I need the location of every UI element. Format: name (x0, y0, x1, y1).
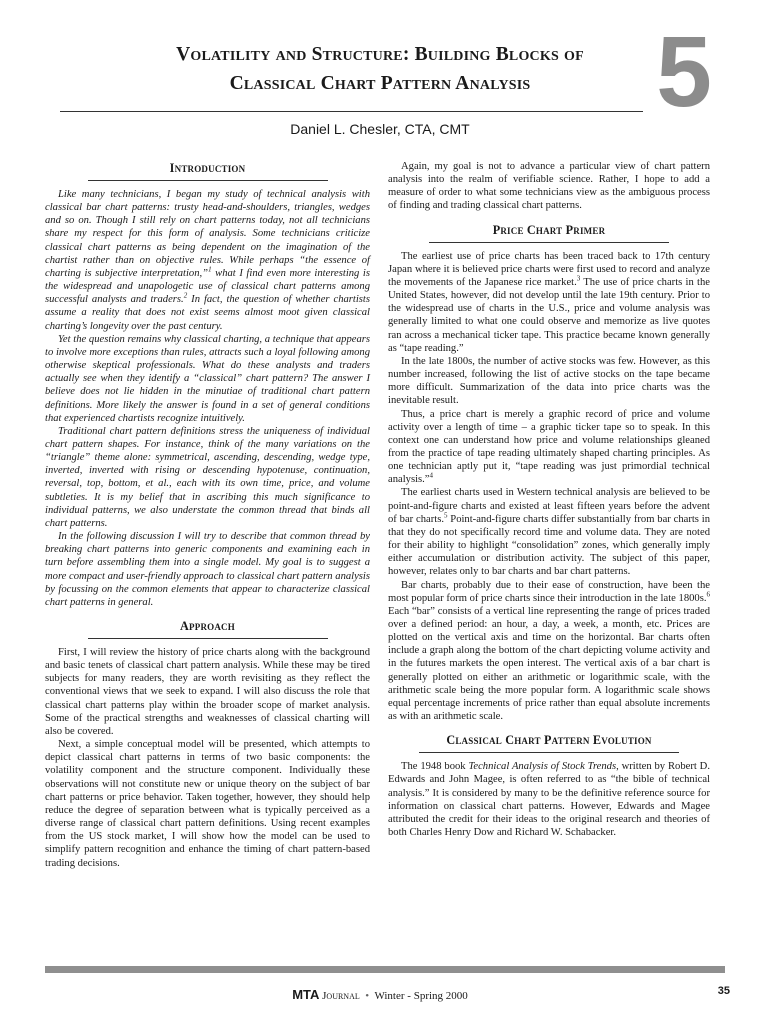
journal-name: Journal (322, 990, 360, 1002)
paragraph (388, 579, 710, 724)
paragraph-text: In fact, the question of whether chartists assume a reality that does not exist seems almost moot given classical charting’s longevity over the past century. (45, 294, 370, 332)
paragraph: Next, a simple conceptual model will be presented, which attempts to depict classical chart patterns in terms of two basic components: the volatility component and the structure component. Individually these observations will not constitute new or unique theory on the subject of bar chart patterns or price behavior. Taken together, however, they should help reduce the degree of separation between what is typically perceived as a diverse range of classical chart pattern definitions. Using recent examples from the US stock market, I will show how the model can be used to simplify pattern recognition and enhance the timing of chart pattern-based trading decisions. (45, 739, 370, 869)
footnote-ref: 6 (706, 590, 710, 599)
paragraph: In the following discussion I will try to describe that common thread by breaking chart patterns into generic components and examining each in turn before assembling them into a single model. My goal is to suggest a more compact and user-friendly approach to classical chart pattern analysis by focussing on the common elements that appear to characterize classical chart patterns in general. (45, 531, 370, 608)
author-line: Daniel L. Chesler, CTA, CMT (290, 121, 470, 137)
section-heading-introduction: Introduction (88, 160, 328, 181)
paragraph-text: Like many technicians, I began my study of technical analysis with classical bar chart patterns: trusty head-and-shoulders, triangles, wedges and so on. Though I still rely on chart patterns today, not all technicians share my respect for this form of analysis. Some technicians criticize classical chart patterns as being dependent on the imagination of the chartist rather than on objective rules. While perhaps “the essence of charting is subjective interpretation,” (45, 189, 370, 279)
section-heading-classical-chart-pattern-evolution: Classical Chart Pattern Evolution (419, 732, 679, 753)
chapter-number: 5 (656, 16, 712, 128)
paragraph-text: Thus, a price chart is merely a graphic record of price and volume activity over a length of time – a graphic ticker tape so to speak. In this context one can understand how price and volume relationships gleaned from the practice of tape reading ultimately shaped charting principles. As one technician aptly put it, “tape reading was just primordial technical analysis.” (388, 408, 710, 486)
paragraph (388, 760, 710, 839)
footnote-ref: 4 (429, 471, 433, 480)
footnote-ref: 1 (208, 265, 212, 274)
paragraph-text: The earliest charts used in Western technical analysis are believed to be point-and-figure charts and existed at least fifteen years before the advent of bar charts. (388, 487, 710, 525)
paragraph: In the late 1800s, the number of active stocks was few. However, as this number increased, following the list of active stocks on the tape became more difficult. Summarization of the data into price charts was the inevitable result. (388, 355, 710, 407)
paragraph-text: The 1948 book (401, 761, 469, 773)
paragraph-text: The use of price charts in the United States, however, did not develop until the late 19th century. Prior to the widespread use of charts in the U.S., price and volume analysis was generally limited to what one could observe and memorize as live quotes ran across a mechanical ticker tape. This practice became known generally as “tape reading.” (388, 276, 710, 354)
journal-issue: Winter - Spring 2000 (374, 990, 468, 1002)
book-title: Technical Analysis of Stock Trends (468, 761, 617, 773)
journal-brand: MTA (292, 987, 320, 1002)
footer-divider (45, 966, 725, 973)
right-column (388, 160, 710, 839)
paragraph-text: Bar charts, probably due to their ease of construction, have been the most popular form of price charts since their introduction in the late 1800s. (388, 579, 710, 604)
paragraph: Yet the question remains why classical charting, a technique that appears to involve more exceptions than rules, attracts such a loyal following among otherwise skeptical professionals. What do these analysts and traders actually see when they identify a “classical” chart pattern? The answer I believe does not lie hidden in the minutiae of traditional chart pattern definitions. More likely the answer is found in a set of general conditions that experienced chartists recognize intuitively. (45, 333, 370, 424)
paragraph-text: Each “bar” consists of a vertical line representing the range of prices traded over a defined period: an hour, a day, a week, a month, etc. Prices are plotted on the vertical axis and time on the horizontal. Bar charts often include a graph along the bottom of the chart depicting volume activity and in the futures markets the open interest. The vertical axis of a bar chart is generally plotted on either an arithmetic or logarithmic scale, with the arithmetic scale being the more popular form. A logarithmic scale shows equal percentage increments of price rather than equal absolute increments as with an arithmetic scale. (388, 605, 710, 723)
paragraph-text: Point-and-figure charts differ substantially from bar charts in that they do not specifically record time and volume data. They are noted for their ability to highlight “consolidation” zones, which generally imply either accumulation or distribution activity. The subject of this paper, however, relates only to bar charts and bar chart patterns. (388, 513, 710, 578)
footnote-ref: 3 (576, 274, 581, 283)
journal-footer (150, 988, 610, 1003)
paragraph-text: The earliest use of price charts has been traced back to 17th century Japan where it is believed price charts were first used to record and analyze the movements of the Japanese rice market. (388, 250, 710, 288)
footnote-ref: 5 (443, 511, 448, 520)
left-column (45, 160, 370, 870)
paragraph (388, 486, 710, 578)
paragraph (388, 250, 710, 355)
paragraph (45, 188, 370, 333)
title-divider (60, 111, 643, 112)
paragraph-text: , written by Robert D. Edwards and John Magee, is often referred to as “the bible of technical analysis.” It is considered by many to be the definitive reference source for information on classical chart patterns. However, Edwards and Magee attributed the credit for their ideas to the original research and theories of both Charles Henry Dow and Richard W. Schabacker. (388, 761, 710, 839)
paragraph: First, I will review the history of price charts along with the background and basic tenets of classical chart pattern analysis. While these may be tired subjects for many readers, they are worth revisiting as they reflect the conventional views that we seek to expand. I will also discuss the role that classical chart patterns play within the broader scope of market analysis. Some of the practical strengths and weaknesses of classical charting will also be covered. (45, 647, 370, 737)
paragraph-text: what I find even more interesting is the widespread and unapologetic use of classical chart patterns among successful analysts and traders. (45, 267, 370, 306)
article-title-line-2: Classical Chart Pattern Analysis (229, 73, 531, 94)
introduction-body (45, 188, 370, 609)
paragraph (388, 408, 710, 487)
section-heading-approach: Approach (88, 618, 328, 639)
section-heading-price-chart-primer: Price Chart Primer (429, 222, 669, 243)
article-title (150, 40, 610, 98)
footer-separator: • (365, 990, 370, 1002)
article-title-line-1: Volatility and Structure: Building Blocks of (176, 44, 584, 65)
footnote-ref: 2 (183, 291, 188, 300)
paragraph: Again, my goal is not to advance a particular view of chart pattern analysis into the realm of verifiable science. Rather, I hope to add a measure of order to what some technicians view as the ambiguous process of finding and trading classical chart patterns. (388, 161, 710, 212)
page-number: 35 (717, 985, 730, 997)
paragraph: Traditional chart pattern definitions stress the uniqueness of individual chart pattern shapes. For instance, think of the many variations on the “triangle” theme alone: symmetrical, ascending, descending, wedge type, inverted, inverted with rising or descending hypotenuse, continuation, reversal, top, bottom, et al., each with its own time, price, and volume subtleties. It is my belief that in ascribing this much significance to individual patterns, we also understate the common thread that binds all chart patterns. (45, 425, 370, 529)
